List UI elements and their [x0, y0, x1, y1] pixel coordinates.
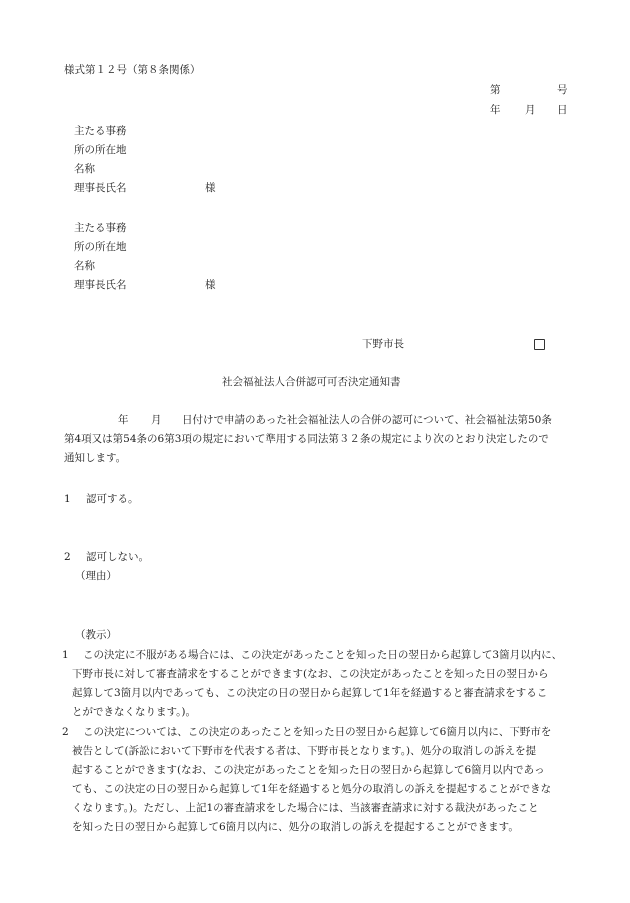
- form-number: 様式第１２号（第８条関係）: [64, 64, 201, 76]
- sender-title: 下野市長: [362, 338, 404, 350]
- option-1-text: 認可する。: [86, 493, 139, 505]
- office-address-label-cont: 所の所在地: [74, 144, 127, 156]
- instruction-line: この決定については、この決定のあったことを知った日の翌日から起算して6箇月以内に、下野市を: [83, 726, 552, 738]
- instruction-line: この決定に不服がある場合には、この決定があったことを知った日の翌日から起算して3箇月以内に、: [83, 649, 563, 661]
- name-label: 名称: [74, 163, 95, 175]
- office-address-label-cont: 所の所在地: [74, 241, 127, 253]
- honorific: 様: [205, 279, 216, 291]
- option-2-number: 2: [64, 551, 71, 563]
- document-title: 社会福祉法人合併認可可否決定通知書: [222, 376, 401, 388]
- instruction-item-number: 2: [62, 726, 69, 738]
- body-date-month: 月: [151, 414, 162, 426]
- office-address-label: 主たる事務: [74, 222, 127, 234]
- seal-mark: [534, 337, 545, 353]
- instruction-line: ても、この決定の日の翌日から起算して1年を経過すると処分の取消しの訴えを提起することができな: [72, 783, 552, 795]
- instruction-line: とができなくなります。)。: [72, 706, 197, 718]
- instruction-line: くなります。)。ただし、上記1の審査請求をした場合には、当該審査請求に対する裁決があったこと: [72, 802, 539, 814]
- chairperson-label: 理事長氏名: [74, 182, 127, 194]
- body-line-1: 日付けで申請のあった社会福祉法人の合併の認可について、社会福祉法第50条: [182, 414, 552, 426]
- instruction-line: 起することができます(なお、この決定があったことを知った日の翌日から起算して6箇月以内であっ: [72, 764, 545, 776]
- doc-number-suffix: 号: [557, 84, 568, 96]
- doc-number-prefix: 第: [490, 84, 501, 96]
- reason-label: （理由）: [75, 570, 117, 582]
- instruction-heading: （教示）: [75, 629, 117, 641]
- seal-box-icon: [534, 339, 545, 350]
- body-line-3: 通知します。: [64, 452, 127, 464]
- instruction-line: 起算して3箇月以内であっても、この決定の日の翌日から起算して1年を経過すると審査請求をするこ: [72, 687, 548, 699]
- body-date-year: 年: [118, 414, 129, 426]
- instruction-line: 下野市長に対して審査請求をすることができます(なお、この決定があったことを知った日の翌日から: [72, 668, 549, 680]
- instruction-line: 被告として(訴訟において下野市を代表する者は、下野市長となります。)、処分の取消しの訴えを提: [72, 745, 537, 757]
- office-address-label: 主たる事務: [74, 125, 127, 137]
- instruction-item-number: 1: [62, 649, 69, 661]
- honorific: 様: [205, 182, 216, 194]
- date-month: 月: [525, 104, 536, 116]
- date-year: 年: [490, 104, 501, 116]
- name-label: 名称: [74, 260, 95, 272]
- option-1-number: 1: [64, 493, 71, 505]
- body-line-2: 第4項又は第54条の6第3項の規定において準用する同法第３２条の規定により次のとおり決定したので: [64, 433, 549, 445]
- option-2-text: 認可しない。: [86, 551, 149, 563]
- instruction-line: を知った日の翌日から起算して6箇月以内に、処分の取消しの訴えを提起することができます。: [72, 821, 519, 833]
- chairperson-label: 理事長氏名: [74, 279, 127, 291]
- date-day: 日: [557, 104, 568, 116]
